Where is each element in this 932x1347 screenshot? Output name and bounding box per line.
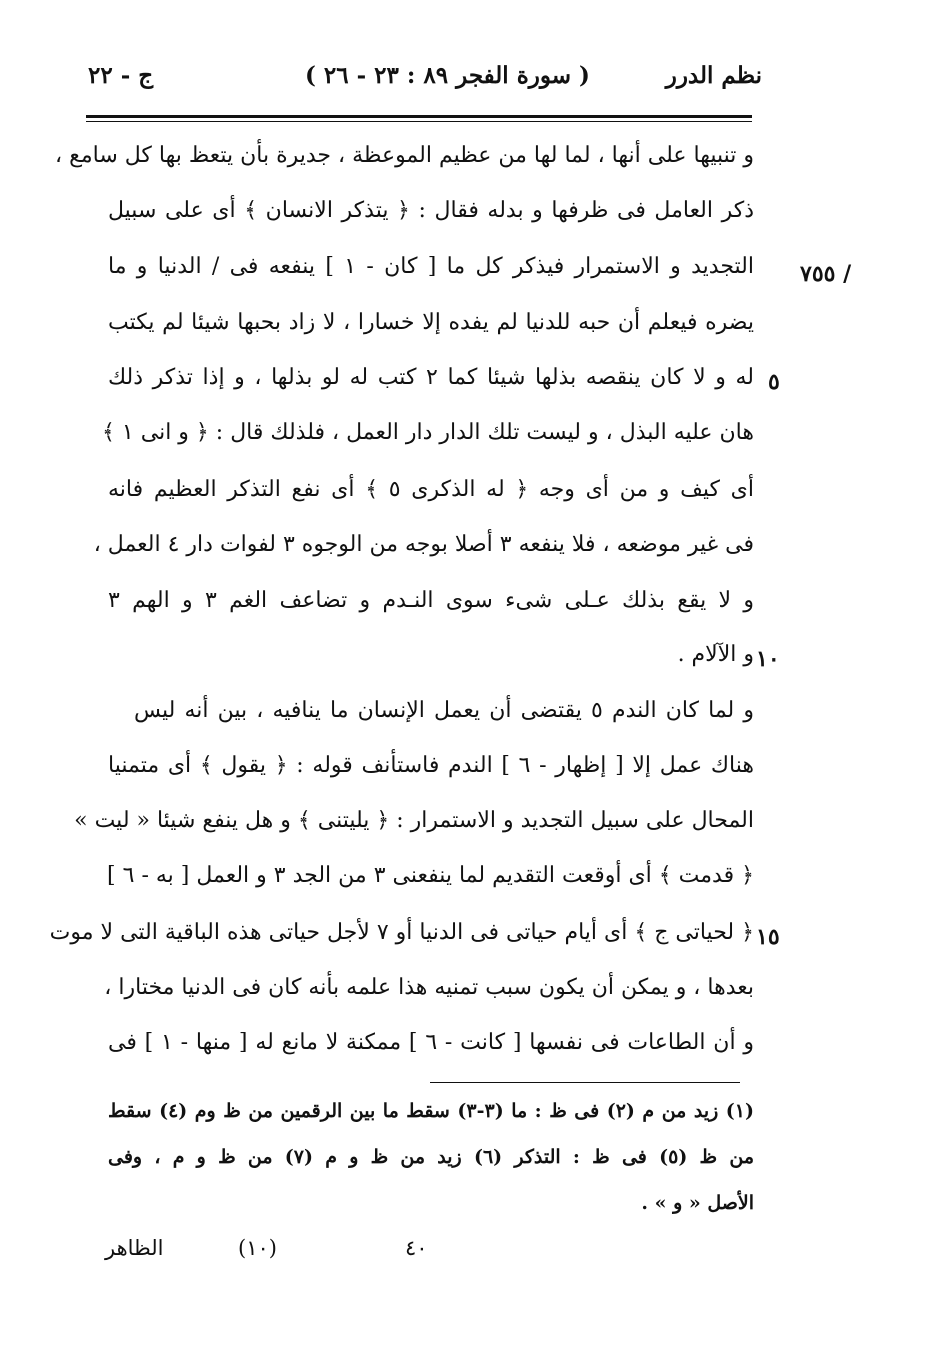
text-line: و لما كان الندم ٥ يقتضى أن يعمل الإنسان ما ينافيه ، بين أنه ليس bbox=[134, 698, 754, 723]
part-number: ج - ٢٢ bbox=[88, 62, 154, 89]
text-line: ﴿ قدمت ﴾ أى أوقعت التقديم لما ينفعنى ٣ من الجد ٣ و العمل [ به - ٦ ] bbox=[107, 863, 754, 888]
folio-marker: / ٧٥٥ bbox=[800, 261, 852, 287]
text-line: التجديد و الاستمرار فيذكر كل ما [ كان - ١ ] ينفعه فى / الدنيا و ما bbox=[108, 254, 754, 279]
text-line: ذكر العامل فى ظرفها و بدله فقال : ﴿ يتذكر الانسان ﴾ أى على سبيل bbox=[108, 198, 754, 223]
page-number: ٤٠ bbox=[405, 1236, 428, 1260]
text-line: بعدها ، و يمكن أن يكون سبب تمنيه هذا علمه بأنه كان فى الدنيا مختارا ، bbox=[104, 975, 754, 1000]
footnote-rule bbox=[430, 1082, 740, 1083]
text-line: المحال على سبيل التجديد و الاستمرار : ﴿ يليتنى ﴾ و هل ينفع شيئا « ليت » bbox=[74, 808, 754, 833]
publisher-name: الظاهر bbox=[105, 1236, 164, 1260]
text-line: و أن الطاعات فى نفسها [ كانت - ٦ ] ممكنة لا مانع له [ منها - ١ ] فى bbox=[108, 1030, 754, 1055]
footnote-line: (١) زيد من م (٢) فى ظ : ما (٣-٣) سقط ما بين الرقمين من ظ وم (٤) سقط bbox=[108, 1100, 755, 1122]
line-number-10: ١٠ bbox=[756, 646, 780, 672]
text-line: هان عليه البذل ، و ليست تلك الدار دار العمل ، فلذلك قال : ﴿ و انى ١ ﴾ bbox=[102, 420, 754, 445]
surah-reference: ( سورة الفجر ٨٩ : ٢٣ - ٢٦ ) bbox=[305, 62, 590, 89]
running-title: نظم الدرر bbox=[665, 62, 762, 89]
text-line: له و لا كان ينقصه بذلها شيئا كما ٢ كتب له لو بذلها ، و إذا تذكر ذلك bbox=[108, 365, 754, 390]
text-line: هناك عمل إلا [ إظهار - ٦ ] الندم فاستأنف قوله : ﴿ يقول ﴾ أى متمنيا bbox=[108, 753, 754, 778]
footnote-line: الأصل « و » . bbox=[641, 1192, 754, 1214]
text-line: فى غير موضعه ، فلا ينفعه ٣ أصلا بوجه من الوجوه ٣ لفوات دار ٤ العمل ، bbox=[93, 532, 754, 557]
text-line: ﴿ لحياتى ج ﴾ أى أيام حياتى فى الدنيا أو ٧ لأجل حياتى هذه الباقية التى لا موت bbox=[49, 920, 754, 945]
text-line: و الآلام . bbox=[677, 642, 754, 667]
text-line: و تنبيها على أنها ، لما لها من عظيم الموعظة ، جديرة بأن يتعظ بها كل سامع ، bbox=[55, 143, 754, 168]
header-rule-thin bbox=[86, 121, 752, 122]
signature-number: (١٠) bbox=[238, 1236, 277, 1260]
header-rule-thick bbox=[86, 115, 752, 118]
line-number-5: ٥ bbox=[768, 369, 780, 395]
line-number-15: ١٥ bbox=[756, 924, 780, 950]
footnote-line: من ظ (٥) فى ظ : التذكر (٦) زيد من ظ و م (٧) من ظ و م ، وفى bbox=[108, 1146, 754, 1168]
text-line: أى كيف و من أى وجه ﴿ له الذكرى ٥ ﴾ أى نفع التذكر العظيم فانه bbox=[108, 477, 754, 502]
text-line: و لا يقع بذلك عـلى شىء سوى النـدم و تضاعف الغم ٣ و الهم ٣ bbox=[108, 588, 754, 613]
text-line: يضره فيعلم أن حبه للدنيا لم يفده إلا خسارا ، لا زاد بحبها شيئا لم يكتب bbox=[108, 310, 754, 335]
